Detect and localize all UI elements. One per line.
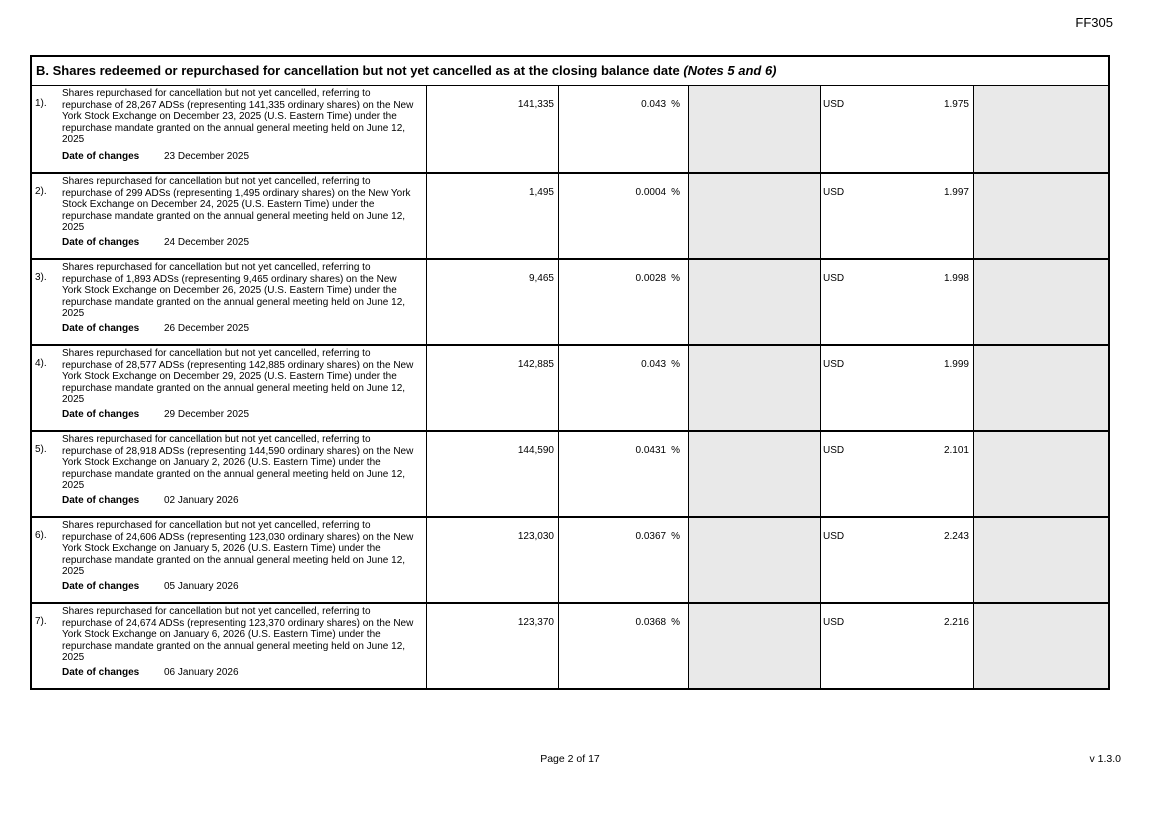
percentage-cell xyxy=(558,260,688,344)
currency-code: USD xyxy=(823,359,845,370)
percentage-cell xyxy=(558,432,688,516)
percent-sign: % xyxy=(671,359,680,370)
shares-count-cell: 142,885 xyxy=(426,346,558,430)
percentage-value: 0.0368 xyxy=(635,617,667,628)
shares-count-cell: 123,030 xyxy=(426,518,558,602)
date-of-changes-line xyxy=(62,409,249,421)
shares-count-cell: 144,590 xyxy=(426,432,558,516)
row-description-cell xyxy=(62,518,426,602)
date-of-changes-label: Date of changes xyxy=(62,581,140,593)
row-description-cell xyxy=(62,346,426,430)
date-of-changes-label: Date of changes xyxy=(62,667,140,679)
shaded-cell xyxy=(688,518,820,602)
date-of-changes-line xyxy=(62,495,239,507)
percentage-cell xyxy=(558,174,688,258)
row-number: 7). xyxy=(35,616,47,627)
shaded-cell xyxy=(973,260,1108,344)
row-description-cell xyxy=(62,604,426,688)
row-number: 5). xyxy=(35,444,47,455)
date-of-changes-value: 23 December 2025 xyxy=(164,151,250,163)
date-of-changes-line xyxy=(62,151,249,163)
percentage-cell xyxy=(558,604,688,688)
price-cell xyxy=(820,86,973,172)
shaded-cell xyxy=(688,432,820,516)
date-of-changes-line xyxy=(62,581,239,593)
currency-code: USD xyxy=(823,445,845,456)
shaded-cell xyxy=(688,174,820,258)
shaded-cell xyxy=(688,346,820,430)
row-description-text: Shares repurchased for cancellation but not yet cancelled, referring to repurchase of 24,674 ADSs (representing 123,370 ordinary shares) on the New York Stock Exchange on January 6, 2026 (U.S. Eastern Time) under the repurchase mandate granted on the annual general meeting held on June 12, 2025 xyxy=(62,606,414,664)
row-description-text: Shares repurchased for cancellation but not yet cancelled, referring to repurchase of 28,267 ADSs (representing 141,335 ordinary shares) on the New York Stock Exchange on December 23, 2025 (U.S. Eastern Time) under the repurchase mandate granted on the annual general meeting held on June 12, 2025 xyxy=(62,88,414,146)
percentage-cell xyxy=(558,518,688,602)
date-of-changes-label: Date of changes xyxy=(62,237,140,249)
row-description-text: Shares repurchased for cancellation but not yet cancelled, referring to repurchase of 24,606 ADSs (representing 123,030 ordinary shares) on the New York Stock Exchange on January 5, 2026 (U.S. Eastern Time) under the repurchase mandate granted on the annual general meeting held on June 12, 2025 xyxy=(62,520,414,578)
date-of-changes-value: 05 January 2026 xyxy=(164,581,239,593)
date-of-changes-line xyxy=(62,323,249,335)
page-indicator: Page 2 of 17 xyxy=(540,753,600,765)
percent-sign: % xyxy=(671,187,680,198)
table-row xyxy=(32,430,1108,516)
percentage-value: 0.043 xyxy=(641,359,667,370)
date-of-changes-value: 26 December 2025 xyxy=(164,323,250,335)
date-of-changes-label: Date of changes xyxy=(62,151,140,163)
unit-price: 1.975 xyxy=(943,99,969,110)
price-cell xyxy=(820,518,973,602)
shares-count-cell: 123,370 xyxy=(426,604,558,688)
shares-count-cell: 9,465 xyxy=(426,260,558,344)
row-description-text: Shares repurchased for cancellation but not yet cancelled, referring to repurchase of 28,577 ADSs (representing 142,885 ordinary shares) on the New York Stock Exchange on December 29, 2025 (U.S. Eastern Time) under the repurchase mandate granted on the annual general meeting held on June 12, 2025 xyxy=(62,348,414,406)
form-code-label: FF305 xyxy=(1075,15,1113,30)
table-row xyxy=(32,86,1108,172)
table-row xyxy=(32,344,1108,430)
shaded-cell xyxy=(973,346,1108,430)
shares-repurchase-table xyxy=(30,55,1110,690)
date-of-changes-label: Date of changes xyxy=(62,323,140,335)
currency-code: USD xyxy=(823,531,845,542)
shaded-cell xyxy=(688,604,820,688)
percentage-value: 0.0367 xyxy=(635,531,667,542)
shares-count-cell: 141,335 xyxy=(426,86,558,172)
shaded-cell xyxy=(973,518,1108,602)
table-row xyxy=(32,516,1108,602)
section-header-text: B. Shares redeemed or repurchased for cancellation but not yet cancelled as at the closing balance date xyxy=(36,63,684,78)
percentage-value: 0.0004 xyxy=(635,187,667,198)
row-description-text: Shares repurchased for cancellation but not yet cancelled, referring to repurchase of 299 ADSs (representing 1,495 ordinary shares) on the New York Stock Exchange on December 24, 2025 (U.S. Eastern Time) under the repurchase mandate granted on the annual general meeting held on June 12, 2025 xyxy=(62,176,411,234)
percent-sign: % xyxy=(671,273,680,284)
row-number: 2). xyxy=(35,186,47,197)
date-of-changes-line xyxy=(62,237,249,249)
table-row xyxy=(32,602,1108,688)
row-description-cell xyxy=(62,174,426,258)
row-description-text: Shares repurchased for cancellation but not yet cancelled, referring to repurchase of 1,893 ADSs (representing 9,465 ordinary shares) on the New York Stock Exchange on December 26, 2025 (U.S. Eastern Time) under the repurchase mandate granted on the annual general meeting held on June 12, 2025 xyxy=(62,262,406,320)
row-description-cell xyxy=(62,260,426,344)
percentage-value: 0.0431 xyxy=(635,445,667,456)
row-number: 4). xyxy=(35,358,47,369)
row-description-cell xyxy=(62,86,426,172)
row-description-cell xyxy=(62,432,426,516)
date-of-changes-value: 24 December 2025 xyxy=(164,237,250,249)
date-of-changes-line xyxy=(62,667,239,679)
price-cell xyxy=(820,174,973,258)
shaded-cell xyxy=(973,174,1108,258)
row-description-text: Shares repurchased for cancellation but not yet cancelled, referring to repurchase of 28,918 ADSs (representing 144,590 ordinary shares) on the New York Stock Exchange on January 2, 2026 (U.S. Eastern Time) under the repurchase mandate granted on the annual general meeting held on June 12, 2025 xyxy=(62,434,414,492)
date-of-changes-value: 29 December 2025 xyxy=(164,409,250,421)
unit-price: 2.216 xyxy=(943,617,969,628)
unit-price: 1.998 xyxy=(943,273,969,284)
date-of-changes-label: Date of changes xyxy=(62,495,140,507)
date-of-changes-value: 06 January 2026 xyxy=(164,667,239,679)
unit-price: 1.999 xyxy=(943,359,969,370)
percent-sign: % xyxy=(671,531,680,542)
section-header-notes: (Notes 5 and 6) xyxy=(683,63,777,78)
unit-price: 2.243 xyxy=(943,531,969,542)
percentage-cell xyxy=(558,86,688,172)
unit-price: 1.997 xyxy=(943,187,969,198)
percent-sign: % xyxy=(671,617,680,628)
currency-code: USD xyxy=(823,273,845,284)
shaded-cell xyxy=(973,604,1108,688)
table-row xyxy=(32,172,1108,258)
percentage-value: 0.0028 xyxy=(635,273,667,284)
price-cell xyxy=(820,604,973,688)
shares-count-cell: 1,495 xyxy=(426,174,558,258)
shaded-cell xyxy=(688,86,820,172)
row-number: 6). xyxy=(35,530,47,541)
date-of-changes-label: Date of changes xyxy=(62,409,140,421)
table-row xyxy=(32,258,1108,344)
currency-code: USD xyxy=(823,187,845,198)
table-rows xyxy=(32,86,1108,688)
price-cell xyxy=(820,432,973,516)
percent-sign: % xyxy=(671,99,680,110)
price-cell xyxy=(820,260,973,344)
price-cell xyxy=(820,346,973,430)
shaded-cell xyxy=(973,432,1108,516)
percentage-value: 0.043 xyxy=(641,99,667,110)
row-number: 3). xyxy=(35,272,47,283)
percent-sign: % xyxy=(671,445,680,456)
currency-code: USD xyxy=(823,99,845,110)
table-section-header xyxy=(32,57,1108,86)
currency-code: USD xyxy=(823,617,845,628)
shaded-cell xyxy=(688,260,820,344)
percentage-cell xyxy=(558,346,688,430)
row-number: 1). xyxy=(35,98,47,109)
date-of-changes-value: 02 January 2026 xyxy=(164,495,239,507)
version-label: v 1.3.0 xyxy=(1089,753,1121,765)
shaded-cell xyxy=(973,86,1108,172)
unit-price: 2.101 xyxy=(943,445,969,456)
